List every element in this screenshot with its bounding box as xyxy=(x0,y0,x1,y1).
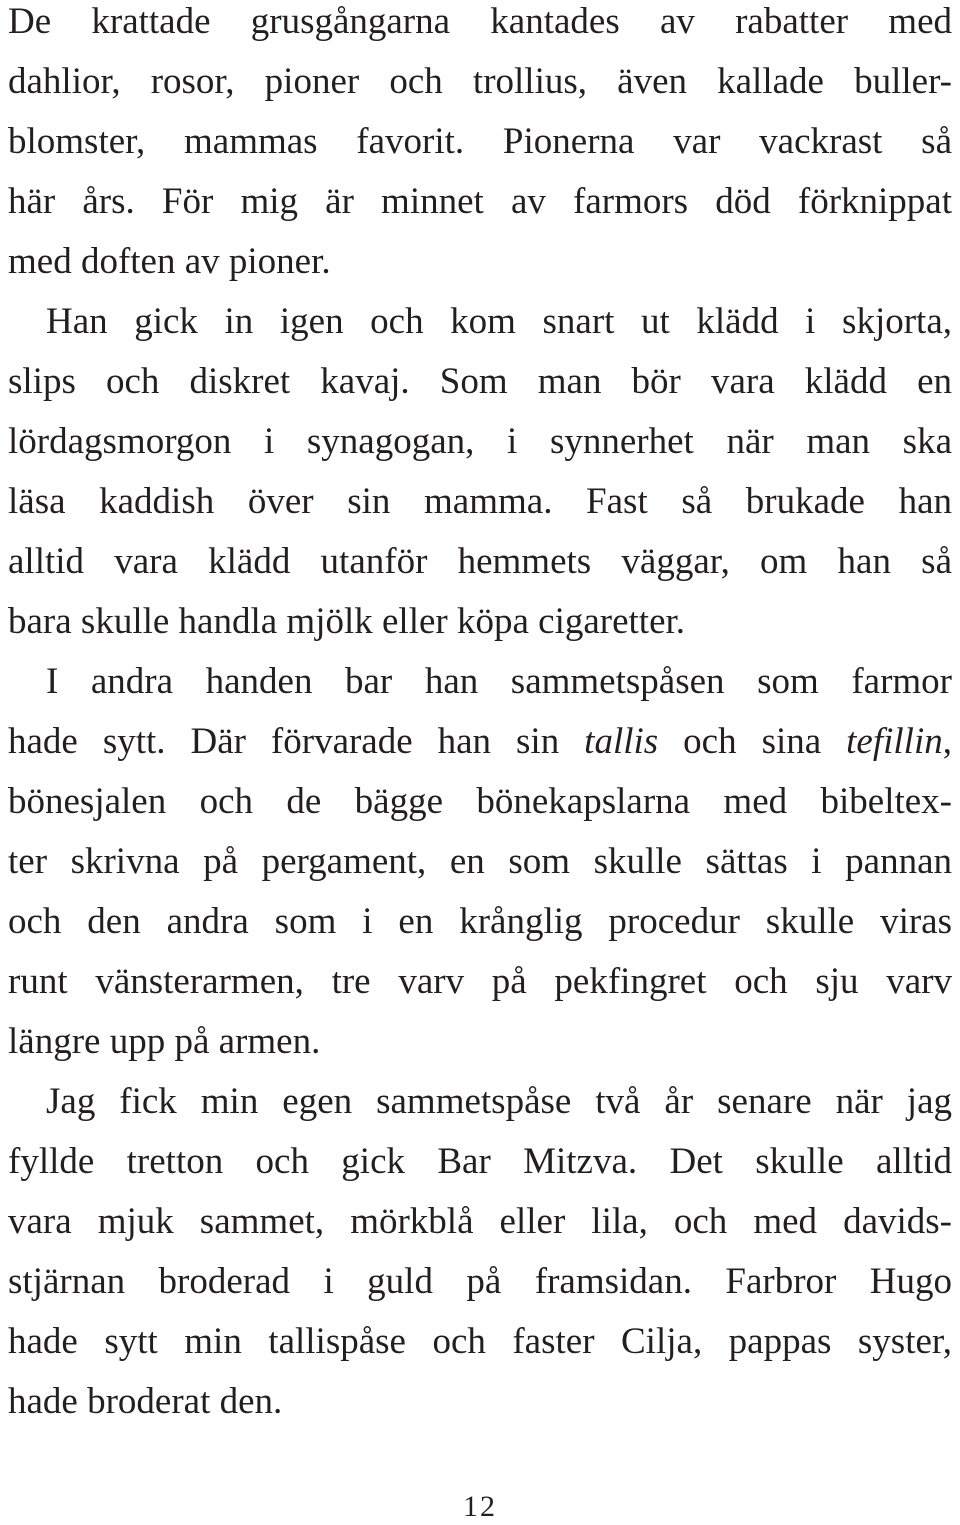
text-line: alltid vara klädd utanför hemmets väggar, om han så xyxy=(8,541,952,582)
text-line: dahlior, rosor, pioner och trollius, även kallade buller- xyxy=(8,61,952,102)
text-line: lördagsmorgon i synagogan, i synnerhet när man ska xyxy=(8,421,952,462)
page-number: 12 xyxy=(463,1490,497,1523)
text-line: här års. För mig är minnet av farmors död förknippat xyxy=(8,181,952,222)
italic-term-tallis: tallis xyxy=(584,721,659,762)
text-line: blomster, mammas favorit. Pionerna var vackrast så xyxy=(8,121,952,162)
text-line: hade sytt min tallispåse och faster Cilja, pappas syster, xyxy=(8,1321,952,1362)
text-line: hade broderat den. xyxy=(8,1381,283,1422)
text-line: slips och diskret kavaj. Som man bör vara klädd en xyxy=(8,361,952,402)
text-line: Han gick in igen och kom snart ut klädd i skjorta, xyxy=(46,301,952,342)
text-line xyxy=(8,712,952,772)
text-segment: , xyxy=(942,721,952,762)
text-line: längre upp på armen. xyxy=(8,1021,321,1062)
italic-term-tefillin: tefillin xyxy=(846,721,943,762)
text-line: läsa kaddish över sin mamma. Fast så brukade han xyxy=(8,481,952,522)
text-line: och den andra som i en krånglig procedur skulle viras xyxy=(8,901,952,942)
text-segment: och sina xyxy=(658,721,847,762)
text-line: fyllde tretton och gick Bar Mitzva. Det skulle alltid xyxy=(8,1141,952,1182)
text-line: vara mjuk sammet, mörkblå eller lila, och med davids- xyxy=(8,1201,952,1242)
text-line: De krattade grusgångarna kantades av rabatter med xyxy=(8,1,952,42)
text-line: bönesjalen och de bägge bönekapslarna med bibeltex- xyxy=(8,781,952,822)
text-line: I andra handen bar han sammetspåsen som farmor xyxy=(46,661,952,702)
text-line: med doften av pioner. xyxy=(8,241,331,282)
text-line: runt vänsterarmen, tre varv på pekfingret och sju varv xyxy=(8,961,952,1002)
text-line: Jag fick min egen sammetspåse två år senare när jag xyxy=(46,1081,952,1122)
text-line: ter skrivna på pergament, en som skulle sättas i pannan xyxy=(8,841,952,882)
text-line: stjärnan broderad i guld på framsidan. Farbror Hugo xyxy=(8,1261,952,1302)
text-segment: hade sytt. Där förvarade han sin xyxy=(8,721,585,762)
text-line: bara skulle handla mjölk eller köpa cigaretter. xyxy=(8,601,686,642)
